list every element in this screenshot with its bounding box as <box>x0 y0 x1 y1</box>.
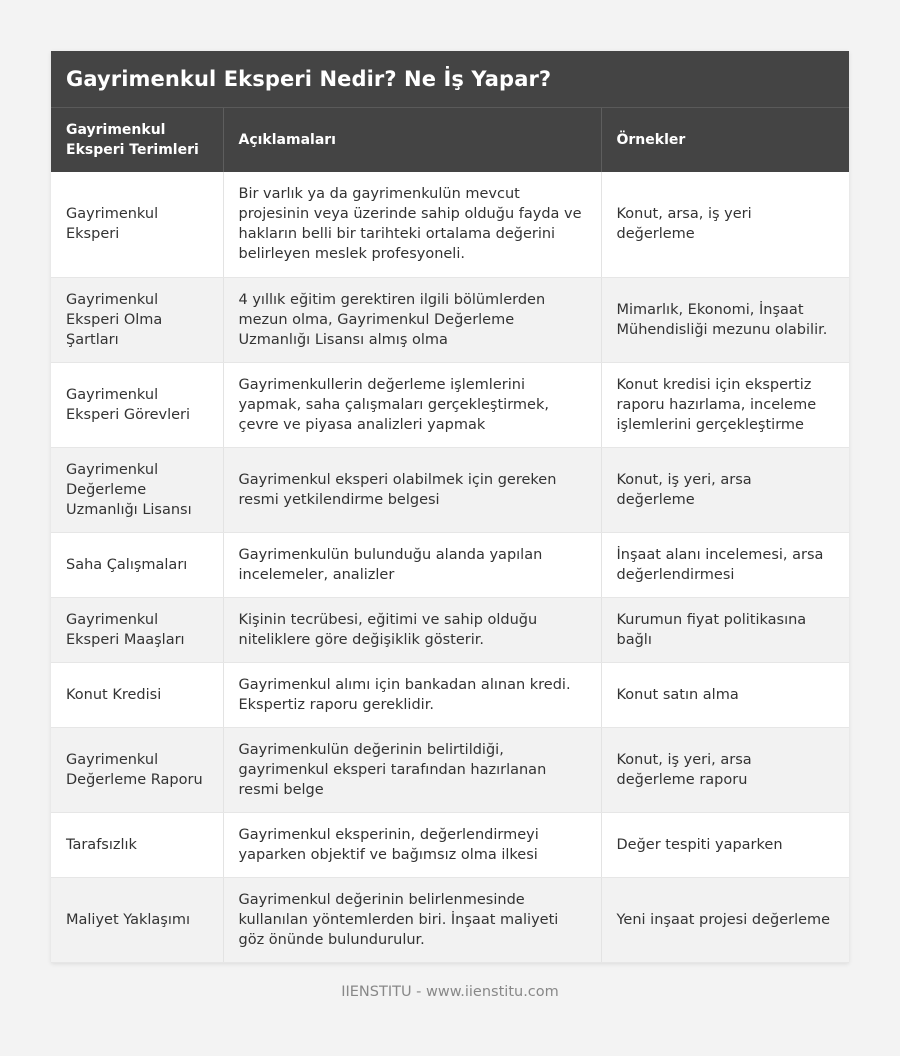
cell-description: Gayrimenkul alımı için bankadan alınan kredi. Ekspertiz raporu gereklidir. <box>223 662 601 727</box>
cell-term: Gayrimenkul Değerleme Raporu <box>51 727 223 812</box>
table-row <box>51 727 849 812</box>
cell-example: Konut, iş yeri, arsa değerleme raporu <box>601 727 849 812</box>
cell-example: Konut kredisi için ekspertiz raporu hazırlama, inceleme işlemlerini gerçekleştirme <box>601 362 849 447</box>
cell-term: Gayrimenkul Eksperi Olma Şartları <box>51 277 223 362</box>
cell-description: Gayrimenkul değerinin belirlenmesinde kullanılan yöntemlerden biri. İnşaat maliyeti göz önünde bulundurulur. <box>223 877 601 962</box>
cell-description: Gayrimenkul eksperi olabilmek için gereken resmi yetkilendirme belgesi <box>223 447 601 532</box>
cell-description: 4 yıllık eğitim gerektiren ilgili bölümlerden mezun olma, Gayrimenkul Değerleme Uzmanlığı Lisansı almış olma <box>223 277 601 362</box>
title-bar <box>51 51 849 108</box>
cell-term: Gayrimenkul Değerleme Uzmanlığı Lisansı <box>51 447 223 532</box>
cell-term: Maliyet Yaklaşımı <box>51 877 223 962</box>
cell-example: Kurumun fiyat politikasına bağlı <box>601 597 849 662</box>
table-row <box>51 447 849 532</box>
table-row <box>51 172 849 277</box>
cell-term: Saha Çalışmaları <box>51 532 223 597</box>
terms-table <box>51 108 849 963</box>
table-row <box>51 277 849 362</box>
cell-term: Tarafsızlık <box>51 812 223 877</box>
cell-example: Yeni inşaat projesi değerleme <box>601 877 849 962</box>
header-terms: Gayrimenkul Eksperi Terimleri <box>51 108 223 172</box>
table-row <box>51 532 849 597</box>
cell-example: Konut, iş yeri, arsa değerleme <box>601 447 849 532</box>
table-header <box>51 108 849 172</box>
table-row <box>51 362 849 447</box>
table-row <box>51 597 849 662</box>
cell-term: Gayrimenkul Eksperi Maaşları <box>51 597 223 662</box>
cell-description: Bir varlık ya da gayrimenkulün mevcut projesinin veya üzerinde sahip olduğu fayda ve hakların belli bir tarihteki ortalama değerini belirleyen meslek profesyoneli. <box>223 172 601 277</box>
cell-description: Gayrimenkulün bulunduğu alanda yapılan incelemeler, analizler <box>223 532 601 597</box>
header-row <box>51 108 849 172</box>
cell-example: Konut, arsa, iş yeri değerleme <box>601 172 849 277</box>
table-row <box>51 662 849 727</box>
cell-term: Gayrimenkul Eksperi <box>51 172 223 277</box>
cell-description: Gayrimenkulün değerinin belirtildiği, gayrimenkul eksperi tarafından hazırlanan resmi belge <box>223 727 601 812</box>
cell-description: Kişinin tecrübesi, eğitimi ve sahip olduğu niteliklere göre değişiklik gösterir. <box>223 597 601 662</box>
footer-credit: IIENSTITU - www.iienstitu.com <box>341 984 559 1000</box>
table-body <box>51 172 849 962</box>
cell-example: İnşaat alanı incelemesi, arsa değerlendirmesi <box>601 532 849 597</box>
cell-description: Gayrimenkullerin değerleme işlemlerini yapmak, saha çalışmaları gerçekleştirmek, çevre ve piyasa analizleri yapmak <box>223 362 601 447</box>
page-title: Gayrimenkul Eksperi Nedir? Ne İş Yapar? <box>66 67 552 91</box>
table-row <box>51 877 849 962</box>
header-examples: Örnekler <box>601 108 849 172</box>
cell-description: Gayrimenkul eksperinin, değerlendirmeyi yaparken objektif ve bağımsız olma ilkesi <box>223 812 601 877</box>
cell-example: Mimarlık, Ekonomi, İnşaat Mühendisliği mezunu olabilir. <box>601 277 849 362</box>
info-table-card <box>51 51 849 963</box>
header-descriptions: Açıklamaları <box>223 108 601 172</box>
cell-example: Değer tespiti yaparken <box>601 812 849 877</box>
cell-term: Konut Kredisi <box>51 662 223 727</box>
cell-term: Gayrimenkul Eksperi Görevleri <box>51 362 223 447</box>
table-row <box>51 812 849 877</box>
cell-example: Konut satın alma <box>601 662 849 727</box>
